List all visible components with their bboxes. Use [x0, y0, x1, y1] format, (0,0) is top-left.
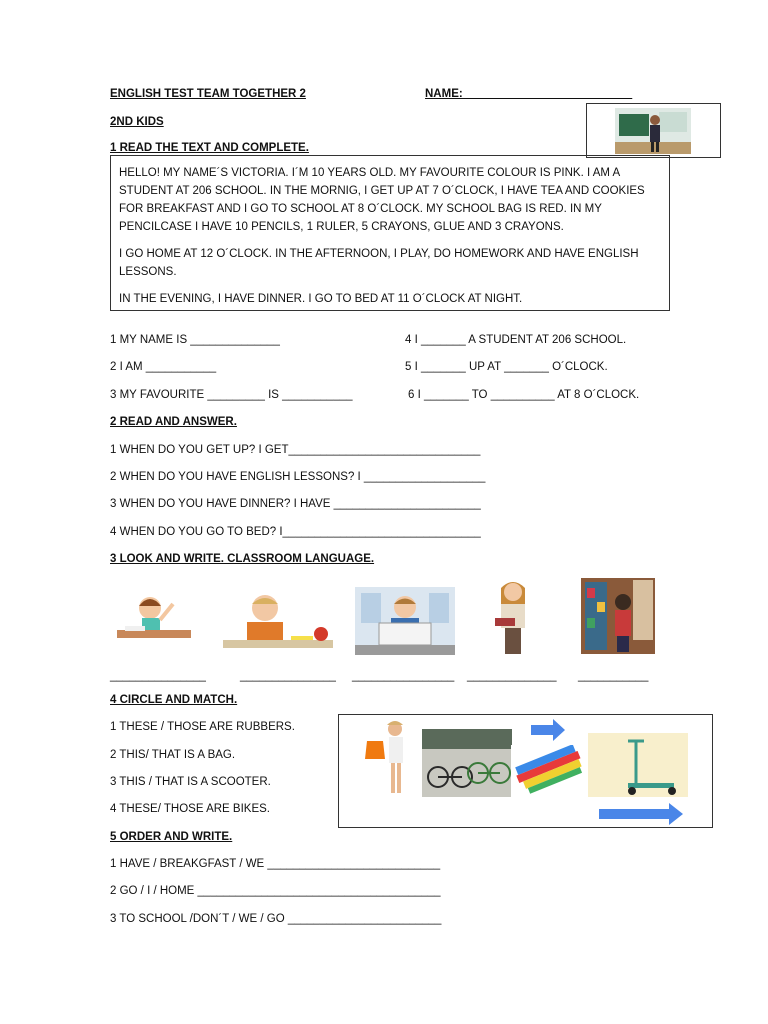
complete-item[interactable]: 6 I _______ TO __________ AT 8 O´CLOCK.	[408, 389, 640, 401]
order-item[interactable]: 3 TO SCHOOL /DON´T / WE / GO ________________________	[110, 913, 442, 925]
reading-text-box	[110, 155, 670, 311]
section3-title: 3 LOOK AND WRITE. CLASSROOM LANGUAGE.	[110, 553, 375, 565]
arrow-right-icon	[599, 803, 683, 825]
order-item[interactable]: 1 HAVE / BREAKGFAST / WE ___________________________	[110, 858, 441, 870]
complete-item[interactable]: 5 I _______ UP AT _______ O´CLOCK.	[405, 361, 608, 373]
woman-with-books-image	[485, 578, 541, 656]
picture-answer-blank[interactable]: ________________	[352, 670, 455, 682]
picture-answer-blank[interactable]: _______________	[240, 670, 336, 682]
teacher-photo-frame	[586, 103, 721, 158]
reading-paragraph: HELLO! MY NAME´S VICTORIA. I´M 10 YEARS OLD. MY FAVOURITE COLOUR IS PINK. I AM A STUDENT AT 206 SCHOOL. IN THE MORNIG, I GET UP AT 7 O´CLOCK, I HAVE TEA AND COOKIES FOR BREAKFAST AND I GO TO SCHOOL AT 8 O´CLOCK. MY SCHOOL BAG IS RED. IN MY PENCILCASE I HAVE 10 PENCILS, 1 RULER, 5 CRAYONS, GLUE AND 3 CRAYONS.	[119, 167, 645, 233]
name-field-label[interactable]: NAME: __________________________	[425, 88, 633, 100]
boy-showing-picture-image	[355, 587, 455, 655]
boy-drawing-image	[203, 590, 345, 656]
answer-item[interactable]: 3 WHEN DO YOU HAVE DINNER? I HAVE _______________________	[110, 498, 481, 510]
bikes-image	[422, 729, 512, 797]
girl-raising-hand-image	[115, 590, 197, 652]
child-at-cupboard-image	[581, 578, 655, 654]
arrow-right-icon	[531, 719, 565, 741]
complete-item[interactable]: 2 I AM ___________	[110, 361, 217, 373]
match-item[interactable]: 1 THESE / THOSE ARE RUBBERS.	[110, 721, 295, 733]
reading-paragraph: IN THE EVENING, I HAVE DINNER. I GO TO BED AT 11 O´CLOCK AT NIGHT.	[119, 293, 523, 305]
match-item[interactable]: 4 THESE/ THOSE ARE BIKES.	[110, 803, 270, 815]
match-item[interactable]: 3 THIS / THAT IS A SCOOTER.	[110, 776, 271, 788]
test-title: ENGLISH TEST TEAM TOGETHER 2	[110, 88, 306, 100]
match-item[interactable]: 2 THIS/ THAT IS A BAG.	[110, 749, 236, 761]
picture-answer-blank[interactable]: ___________	[578, 670, 649, 682]
match-pictures-box	[338, 714, 713, 828]
answer-item[interactable]: 2 WHEN DO YOU HAVE ENGLISH LESSONS? I ___________________	[110, 471, 486, 483]
picture-answer-blank[interactable]: _______________	[110, 670, 206, 682]
complete-item[interactable]: 1 MY NAME IS ______________	[110, 334, 280, 346]
scooter-image	[588, 733, 688, 797]
section1-title: 1 READ THE TEXT AND COMPLETE.	[110, 142, 309, 154]
teacher-classroom-image	[615, 108, 691, 154]
picture-answer-blank[interactable]: ______________	[467, 670, 557, 682]
section5-title: 5 ORDER AND WRITE.	[110, 831, 233, 843]
section2-title: 2 READ AND ANSWER.	[110, 416, 237, 428]
woman-with-bag-image	[363, 719, 413, 799]
order-item[interactable]: 2 GO / I / HOME ______________________________________	[110, 885, 441, 897]
complete-item[interactable]: 4 I _______ A STUDENT AT 206 SCHOOL.	[405, 334, 627, 346]
section4-title: 4 CIRCLE AND MATCH.	[110, 694, 238, 706]
level-label: 2ND KIDS	[110, 116, 164, 128]
answer-item[interactable]: 1 WHEN DO YOU GET UP? I GET______________________________	[110, 444, 481, 456]
answer-item[interactable]: 4 WHEN DO YOU GO TO BED? I_______________________________	[110, 526, 481, 538]
rubbers-image	[511, 745, 587, 797]
reading-paragraph: I GO HOME AT 12 O´CLOCK. IN THE AFTERNOON, I PLAY, DO HOMEWORK AND HAVE ENGLISH LESSONS.	[119, 248, 639, 278]
complete-item[interactable]: 3 MY FAVOURITE _________ IS ___________	[110, 389, 353, 401]
